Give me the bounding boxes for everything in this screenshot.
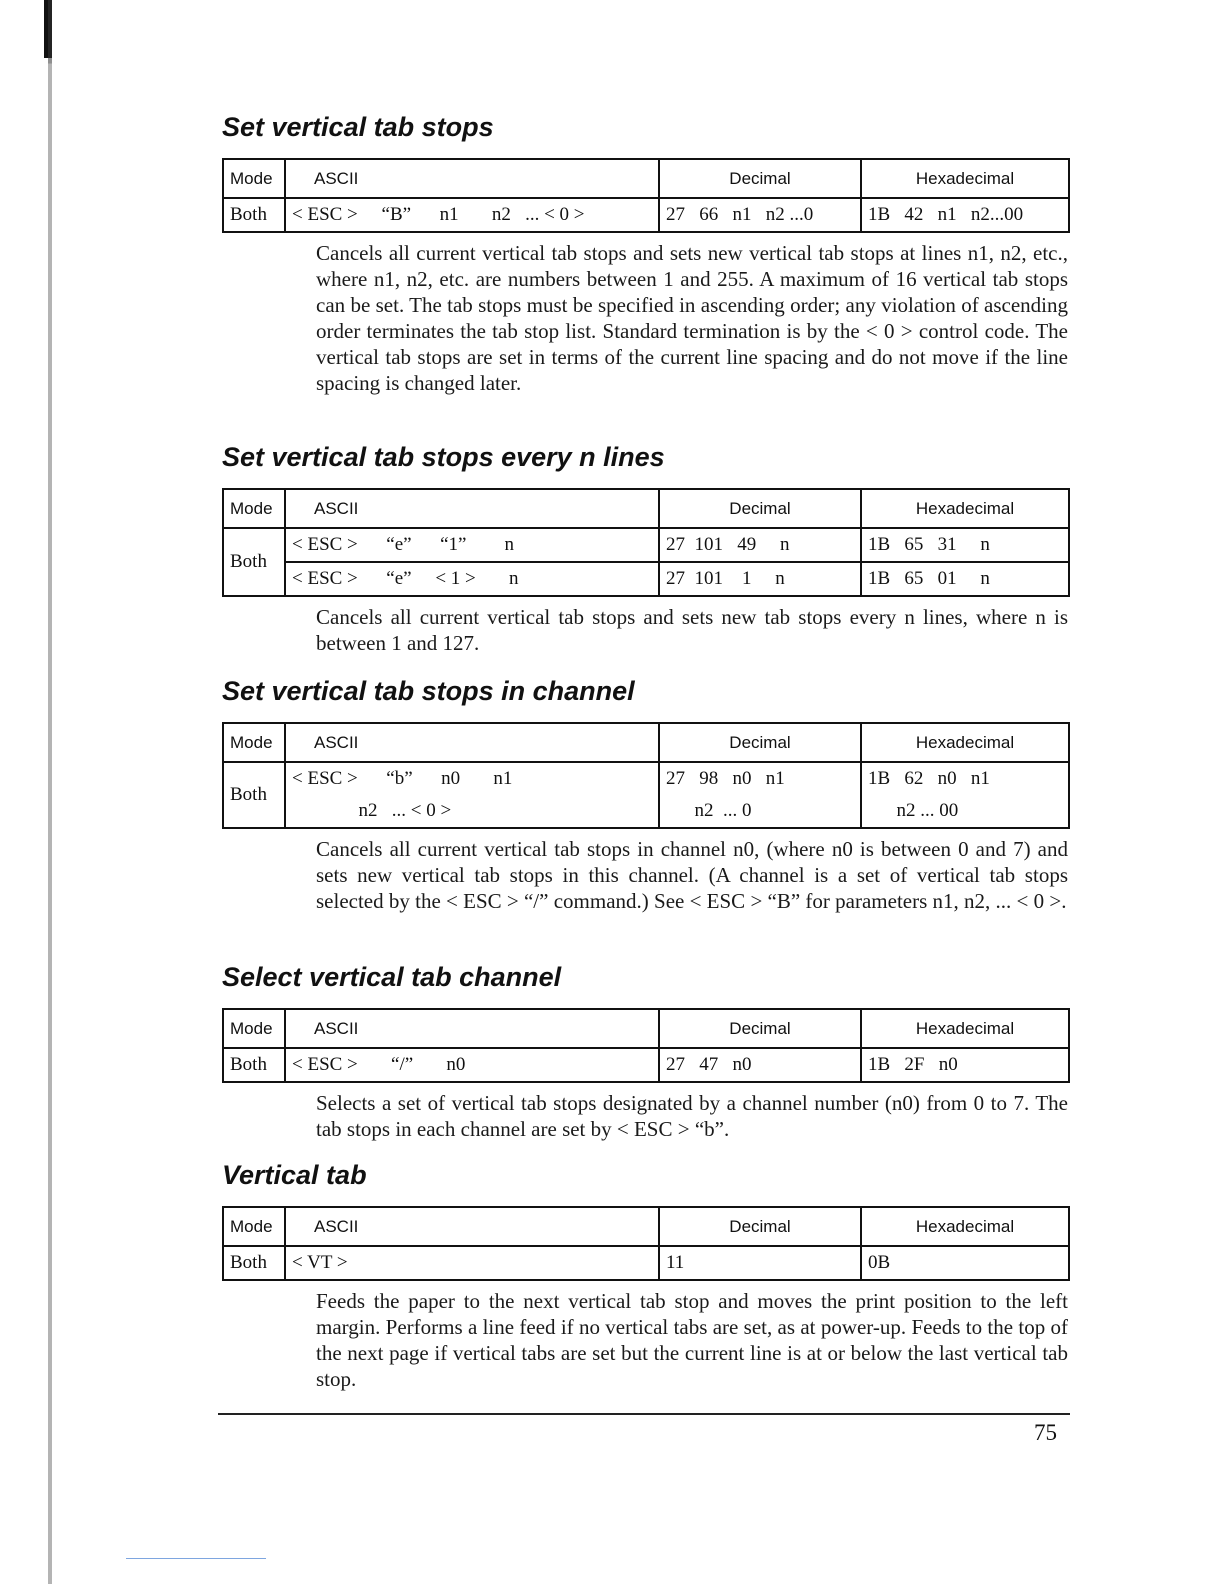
section-title: Set vertical tab stops every n lines	[222, 442, 665, 472]
cell-hex: 1B 65 01 n	[861, 562, 1069, 596]
header-mode: Mode	[223, 723, 285, 762]
cell-decimal: 27 98 n0 n1	[659, 762, 861, 795]
section-title: Select vertical tab channel	[222, 962, 562, 992]
table-header-row	[223, 1009, 1069, 1048]
header-hex: Hexadecimal	[861, 489, 1069, 528]
section-set-vertical-tab-stops	[222, 110, 1070, 396]
command-table	[222, 158, 1070, 233]
table-row	[223, 528, 1069, 562]
cell-ascii: < VT >	[285, 1246, 659, 1280]
cell-ascii: < ESC > “e” < 1 > n	[285, 562, 659, 596]
footer-rule	[218, 1413, 1070, 1415]
section-vertical-tab	[222, 1158, 1070, 1392]
section-description: Cancels all current vertical tab stops and sets new vertical tab stops at lines n1, n2, etc., where n1, n2, etc. are numbers between 1 and 255. A maximum of 16 vertical tab stops can be set. The tab stops must be specified in ascending order; any violation of ascending order terminates the tab stop list. Standard termination is by the < 0 > control code. The vertical tab stops are set in terms of the current line spacing and do not move if the line spacing is changed later.	[316, 241, 1068, 395]
table-row	[223, 762, 1069, 795]
cell-ascii: n2 ... < 0 >	[285, 795, 659, 828]
cell-mode: Both	[223, 762, 285, 828]
header-hex: Hexadecimal	[861, 723, 1069, 762]
cell-ascii: < ESC > “/” n0	[285, 1048, 659, 1082]
header-mode: Mode	[223, 1009, 285, 1048]
cell-mode: Both	[223, 528, 285, 596]
header-ascii: ASCII	[285, 159, 659, 198]
header-ascii: ASCII	[285, 489, 659, 528]
header-ascii: ASCII	[285, 723, 659, 762]
table-header-row	[223, 489, 1069, 528]
cell-decimal: 27 101 49 n	[659, 528, 861, 562]
cell-ascii: < ESC > “b” n0 n1	[285, 762, 659, 795]
section-set-vertical-tab-stops-in-channel	[222, 674, 1070, 914]
table-row	[223, 1246, 1069, 1280]
cell-hex: 1B 62 n0 n1	[861, 762, 1069, 795]
command-table	[222, 1206, 1070, 1281]
cell-ascii: < ESC > “e” “1” n	[285, 528, 659, 562]
section-description: Feeds the paper to the next vertical tab stop and moves the print position to the left margin. Performs a line feed if no vertical tabs are set, as at power-up. Feeds to the top of the next page if vertical tabs are set but the current line is at or below the last vertical tab stop.	[316, 1289, 1068, 1391]
section-title: Set vertical tab stops	[222, 112, 494, 142]
section-set-vertical-tab-stops-every-n	[222, 440, 1070, 656]
page-number: 75	[1034, 1420, 1057, 1445]
cell-hex: 1B 42 n1 n2...00	[861, 198, 1069, 232]
header-mode: Mode	[223, 159, 285, 198]
cell-decimal: 27 66 n1 n2 ...0	[659, 198, 861, 232]
table-header-row	[223, 159, 1069, 198]
bottom-mark	[126, 1558, 266, 1559]
section-title: Set vertical tab stops in channel	[222, 676, 635, 706]
header-ascii: ASCII	[285, 1009, 659, 1048]
cell-mode: Both	[223, 1246, 285, 1280]
cell-decimal: n2 ... 0	[659, 795, 861, 828]
header-hex: Hexadecimal	[861, 159, 1069, 198]
cell-decimal: 27 101 1 n	[659, 562, 861, 596]
table-header-row	[223, 1207, 1069, 1246]
cell-hex: 1B 2F n0	[861, 1048, 1069, 1082]
header-decimal: Decimal	[659, 159, 861, 198]
cell-mode: Both	[223, 1048, 285, 1082]
header-decimal: Decimal	[659, 489, 861, 528]
header-decimal: Decimal	[659, 1207, 861, 1246]
cell-decimal: 27 47 n0	[659, 1048, 861, 1082]
table-row	[223, 795, 1069, 828]
table-header-row	[223, 723, 1069, 762]
cell-hex: n2 ... 00	[861, 795, 1069, 828]
cell-decimal: 11	[659, 1246, 861, 1280]
cell-mode: Both	[223, 198, 285, 232]
cell-hex: 1B 65 31 n	[861, 528, 1069, 562]
section-description: Cancels all current vertical tab stops and sets new tab stops every n lines, where n is between 1 and 127.	[316, 605, 1068, 655]
binding-edge	[48, 0, 52, 1584]
header-ascii: ASCII	[285, 1207, 659, 1246]
section-description: Cancels all current vertical tab stops in channel n0, (where n0 is between 0 and 7) and sets new vertical tab stops in this channel. (A channel is a set of vertical tab stops selected by the < ESC > “/” command.) See < ESC > “B” for parameters n1, n2, ... < 0 >.	[316, 837, 1068, 913]
section-description: Selects a set of vertical tab stops designated by a channel number (n0) from 0 to 7. The tab stops in each channel are set by < ESC > “b”.	[316, 1091, 1068, 1141]
table-row	[223, 1048, 1069, 1082]
header-decimal: Decimal	[659, 723, 861, 762]
table-row	[223, 562, 1069, 596]
header-hex: Hexadecimal	[861, 1009, 1069, 1048]
section-title: Vertical tab	[222, 1160, 367, 1190]
table-row	[223, 198, 1069, 232]
cell-hex: 0B	[861, 1246, 1069, 1280]
header-decimal: Decimal	[659, 1009, 861, 1048]
command-table	[222, 722, 1070, 829]
header-mode: Mode	[223, 1207, 285, 1246]
section-select-vertical-tab-channel	[222, 960, 1070, 1142]
cell-ascii: < ESC > “B” n1 n2 ... < 0 >	[285, 198, 659, 232]
command-table	[222, 1008, 1070, 1083]
header-hex: Hexadecimal	[861, 1207, 1069, 1246]
command-table	[222, 488, 1070, 597]
header-mode: Mode	[223, 489, 285, 528]
